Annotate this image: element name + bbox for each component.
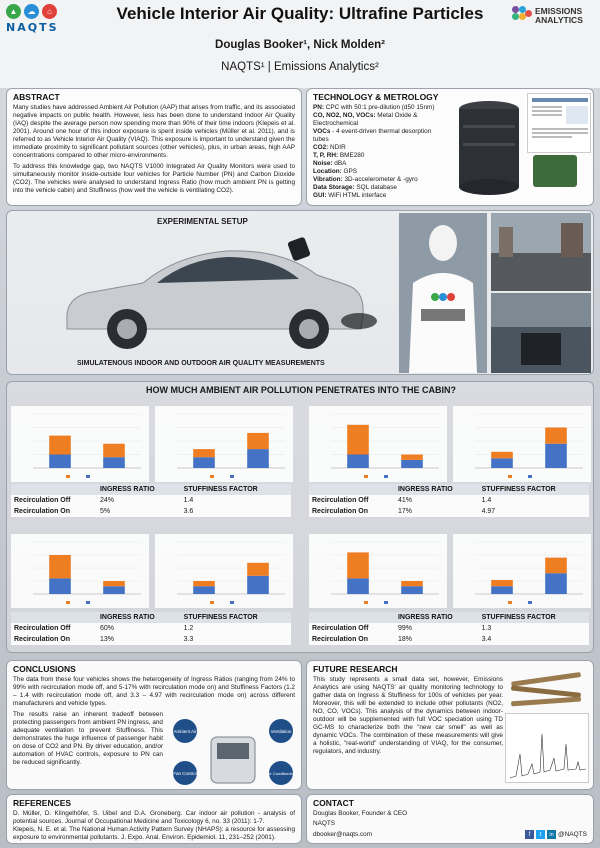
social-handle[interactable]: @NAQTS — [558, 831, 587, 838]
technology-panel — [306, 88, 594, 206]
chromatogram-image — [505, 713, 589, 783]
tech-line: Vibration: 3D-accelerometer & -gyro — [313, 176, 418, 183]
abstract-paragraph-2: To address this knowledge gap, two NAQTS V1000 Integrated Air Quality Monitors were used to simultaneously monitor inside-outside four vehicles for Particle Number (PN) and Carbon Dioxide (CO2). The vehicles were analysed to understand Ingress Ratio (how much ambient PN is getting into the vehicle cabin) and Stuffiness (how well the vehicle is ventilating CO2). — [13, 163, 295, 194]
naqts-logo-text: NAQTS — [6, 21, 59, 34]
ea-logo-line1: EMISSIONS — [535, 6, 583, 16]
bar-segment-orange — [491, 452, 513, 458]
chart-v2-co2 — [453, 406, 591, 482]
future-heading: FUTURE RESEARCH — [313, 664, 398, 674]
bar-segment-orange — [401, 581, 423, 586]
bar-segment-blue — [491, 586, 513, 594]
chart-v1-pn — [11, 406, 149, 482]
linkedin-icon[interactable]: in — [547, 830, 556, 839]
twitter-icon[interactable]: t — [536, 830, 545, 839]
bar-segment-orange — [49, 436, 71, 455]
chart-v3-co2 — [155, 534, 293, 608]
emissions-analytics-logo — [512, 3, 598, 29]
chart-v1-co2 — [155, 406, 293, 482]
tech-list — [307, 104, 447, 200]
bar-segment-blue — [103, 586, 125, 594]
tech-line: T, P, RH: BME280 — [313, 152, 365, 159]
contact-org: NAQTS — [313, 820, 336, 827]
datasheet-thumbnail — [527, 93, 591, 153]
future-text: This study represents a small data set, however, Emissions Analytics are using NAQTS' air quality monitoring technology to gather data on Ingress & Stuffiness for 100s of vehicles per year. Moreover, this will be extended to include other pollutants (NO2, NO, CO, VOCs). This analysis of the dynamics between indoor-outdoor will be supplemented with full VOC speciation using TD GC-MS to characterize both the "new car smell" as well as dynamic VOCs. The combination of these measurements will give a holistic, "real-world" understanding of VIAQ, for the consumer, regulators, and industry. — [313, 676, 503, 755]
experimental-heading: EXPERIMENTAL SETUP — [157, 217, 248, 226]
bar-segment-blue — [193, 586, 215, 594]
bar-segment-orange — [103, 444, 125, 458]
legend-swatch — [230, 475, 234, 478]
legend-swatch — [66, 601, 70, 604]
ratio-table-v1: INGRESS RATIO STUFFINESS FACTOR Recirculation Off 24% 1.4 Recirculation On 5% 3.6 — [11, 484, 291, 517]
chart-v4-pn — [309, 534, 447, 608]
tech-line: Location: GPS — [313, 168, 358, 175]
tech-heading: TECHNOLOGY & METROLOGY — [313, 92, 439, 102]
bar-segment-orange — [545, 558, 567, 574]
conclusions-panel — [6, 660, 302, 790]
ea-logo-line2: ANALYTICS — [535, 15, 583, 25]
legend-swatch — [210, 601, 214, 604]
chart-v4-co2 — [453, 534, 591, 608]
contact-email[interactable]: dbooker@naqts.com — [313, 831, 373, 838]
poster-title: Vehicle Interior Air Quality: Ultrafine Particles — [116, 4, 484, 23]
cloud-icon: ☁ — [24, 4, 39, 19]
tech-line: Data Storage: SQL database — [313, 184, 397, 191]
abstract-paragraph-1: Many studies have addressed Ambient Air Pollution (AAP) that arises from traffic, and its associated negative impacts on public health. However, less has been done to understand Indoor Air Quality (IAQ) despite the average person now spending more than 90% of their time indoors (Klepeis et al. 2001). Around one hour of this indoor exposure is spent inside vehicles (Müller et al. 2011), and is referred to as Vehicle Interior Air Quality (VIAQ). This exposure is important to understand given the immediate proximity to significant pollutant sources (other vehicles), plus, in urban areas, high AAP concentrations compared to other micro-environments. — [13, 104, 295, 159]
legend-swatch — [384, 601, 388, 604]
contact-name: Douglas Booker, Founder & CEO — [313, 810, 408, 817]
legend-swatch — [508, 475, 512, 478]
future-research-panel — [306, 660, 594, 790]
bar-segment-blue — [401, 586, 423, 594]
references-panel — [6, 794, 302, 844]
legend-swatch — [86, 601, 90, 604]
bar-segment-orange — [347, 425, 369, 455]
tech-line: GUI: WiFi HTML interface — [313, 192, 387, 199]
car-illustration — [47, 229, 377, 359]
monitor-device-image — [455, 97, 523, 201]
tree-icon: ▲ — [6, 4, 21, 19]
car-window-photo — [491, 293, 591, 373]
legend-swatch — [384, 475, 388, 478]
experimental-caption: SIMULATENOUS INDOOR AND OUTDOOR AIR QUALITY MEASUREMENTS — [77, 360, 325, 367]
tech-line: VOCs - 4 event-driven thermal desorption tubes — [313, 128, 432, 143]
mannequin-photo — [399, 213, 487, 373]
ratio-table-v2: INGRESS RATIO STUFFINESS FACTOR Recirculation Off 41% 1.4 Recirculation On 17% 4.97 — [309, 484, 589, 517]
abstract-heading: ABSTRACT — [13, 92, 60, 102]
chart-v3-pn — [11, 534, 149, 608]
chart-v2-pn — [309, 406, 447, 482]
penetration-heading: HOW MUCH AMBIENT AIR POLLUTION PENETRATES INTO THE CABIN? — [146, 385, 456, 395]
ratio-table-v4: INGRESS RATIO STUFFINESS FACTOR Recirculation Off 99% 1.3 Recirculation On 18% 3.4 — [309, 612, 589, 645]
poster-header — [0, 0, 600, 88]
contact-panel — [306, 794, 594, 844]
hvac-diagram — [167, 717, 299, 789]
poster-authors: Douglas Booker¹, Nick Molden² — [215, 39, 385, 51]
diagram-label-ac: Air Conditioning — [266, 771, 296, 776]
diagram-label-fan: Fan Control — [173, 771, 197, 776]
bar-segment-blue — [545, 573, 567, 594]
bar-segment-blue — [545, 444, 567, 468]
tech-line: CO, NO2, NO, VOCs: Metal Oxide & Electrochemical — [313, 112, 418, 127]
social-links — [525, 830, 587, 839]
bar-segment-orange — [491, 580, 513, 586]
bar-segment-blue — [347, 578, 369, 594]
street-photo — [491, 213, 591, 291]
sorbent-tubes-image — [505, 669, 589, 709]
legend-swatch — [364, 475, 368, 478]
legend-swatch — [528, 601, 532, 604]
poster-affiliations: NAQTS¹ | Emissions Analytics² — [221, 61, 379, 73]
legend-swatch — [210, 475, 214, 478]
bar-segment-orange — [247, 563, 269, 576]
bar-segment-blue — [247, 449, 269, 468]
bar-segment-blue — [49, 578, 71, 594]
bar-segment-blue — [193, 457, 215, 468]
reference-1: D. Müller, D. Klingelhöfer, S. Uibel and D.A. Groneberg. Car indoor air pollution - analysis of potential sources. Journal of Occupational Medicine and Toxicology 6, no. 33 (2011): 1-7. — [13, 810, 295, 825]
bar-segment-orange — [193, 581, 215, 586]
bar-segment-blue — [401, 460, 423, 468]
naqts-logo — [6, 4, 76, 38]
legend-swatch — [86, 475, 90, 478]
bar-segment-orange — [401, 455, 423, 460]
bar-segment-blue — [103, 457, 125, 468]
abstract-panel — [6, 88, 302, 206]
legend-swatch — [66, 475, 70, 478]
legend-swatch — [508, 601, 512, 604]
bar-segment-orange — [49, 555, 71, 578]
contact-heading: CONTACT — [313, 798, 354, 808]
ea-dots-icon — [512, 6, 532, 26]
bar-segment-blue — [347, 455, 369, 469]
tech-line: Noise: dBA — [313, 160, 347, 167]
penetration-panel — [6, 381, 594, 653]
diagram-label-ventilation: Ventilation — [270, 729, 292, 734]
conclusions-heading: CONCLUSIONS — [13, 664, 76, 674]
bar-segment-blue — [491, 458, 513, 468]
legend-swatch — [528, 475, 532, 478]
diagram-label-ambient: Ambient Air — [173, 729, 197, 734]
bar-segment-orange — [193, 449, 215, 457]
ratio-table-v3: INGRESS RATIO STUFFINESS FACTOR Recirculation Off 60% 1.2 Recirculation On 13% 3.3 — [11, 612, 291, 645]
bar-segment-orange — [247, 433, 269, 449]
tech-line: PN: CPC with 50:1 pre-dilution (d50 15nm) — [313, 104, 435, 111]
conclusions-paragraph-1: The data from these four vehicles shows the heterogeneity of Ingress Ratios (ranging from 24% to 99% with recirculation mode off, and 5-17% with recirculation mode on) and Stuffiness Factors (1.2 – 1.4 with recirculation mode off, and 3.3 – 4.97 with recirculation mode on) across different manufacturers and vehicle types. — [13, 676, 295, 707]
tech-line: CO2: NDIR — [313, 144, 346, 151]
house-icon: ⌂ — [42, 4, 57, 19]
bar-segment-blue — [49, 455, 71, 469]
legend-swatch — [364, 601, 368, 604]
circuit-board-image — [533, 155, 577, 187]
experimental-setup-panel — [6, 210, 594, 375]
legend-swatch — [230, 601, 234, 604]
references-heading: REFERENCES — [13, 798, 72, 808]
bar-segment-orange — [347, 552, 369, 578]
bar-segment-orange — [545, 428, 567, 444]
bar-segment-orange — [103, 581, 125, 586]
conclusions-paragraph-2: The results raise an inherent tradeoff between protecting passengers from ambient PN ingress, and adequate ventilation to prevent Stuffiness. This demonstrates the huge influence of passenger habit on dose of CO2 and PN. By driver education, and/or automation of HVAC controls, exposure to PN can be reduced significantly. — [13, 711, 163, 766]
facebook-icon[interactable]: f — [525, 830, 534, 839]
bar-segment-blue — [247, 576, 269, 594]
reference-2: Klepeis, N. E. et al. The National Human Activity Pattern Survey (NHAPS): a resource for assessing exposure to environmental pollutants. J. Expo. Anal. Environ. Epidemiol. 11, 231–252 (2001). — [13, 826, 295, 841]
